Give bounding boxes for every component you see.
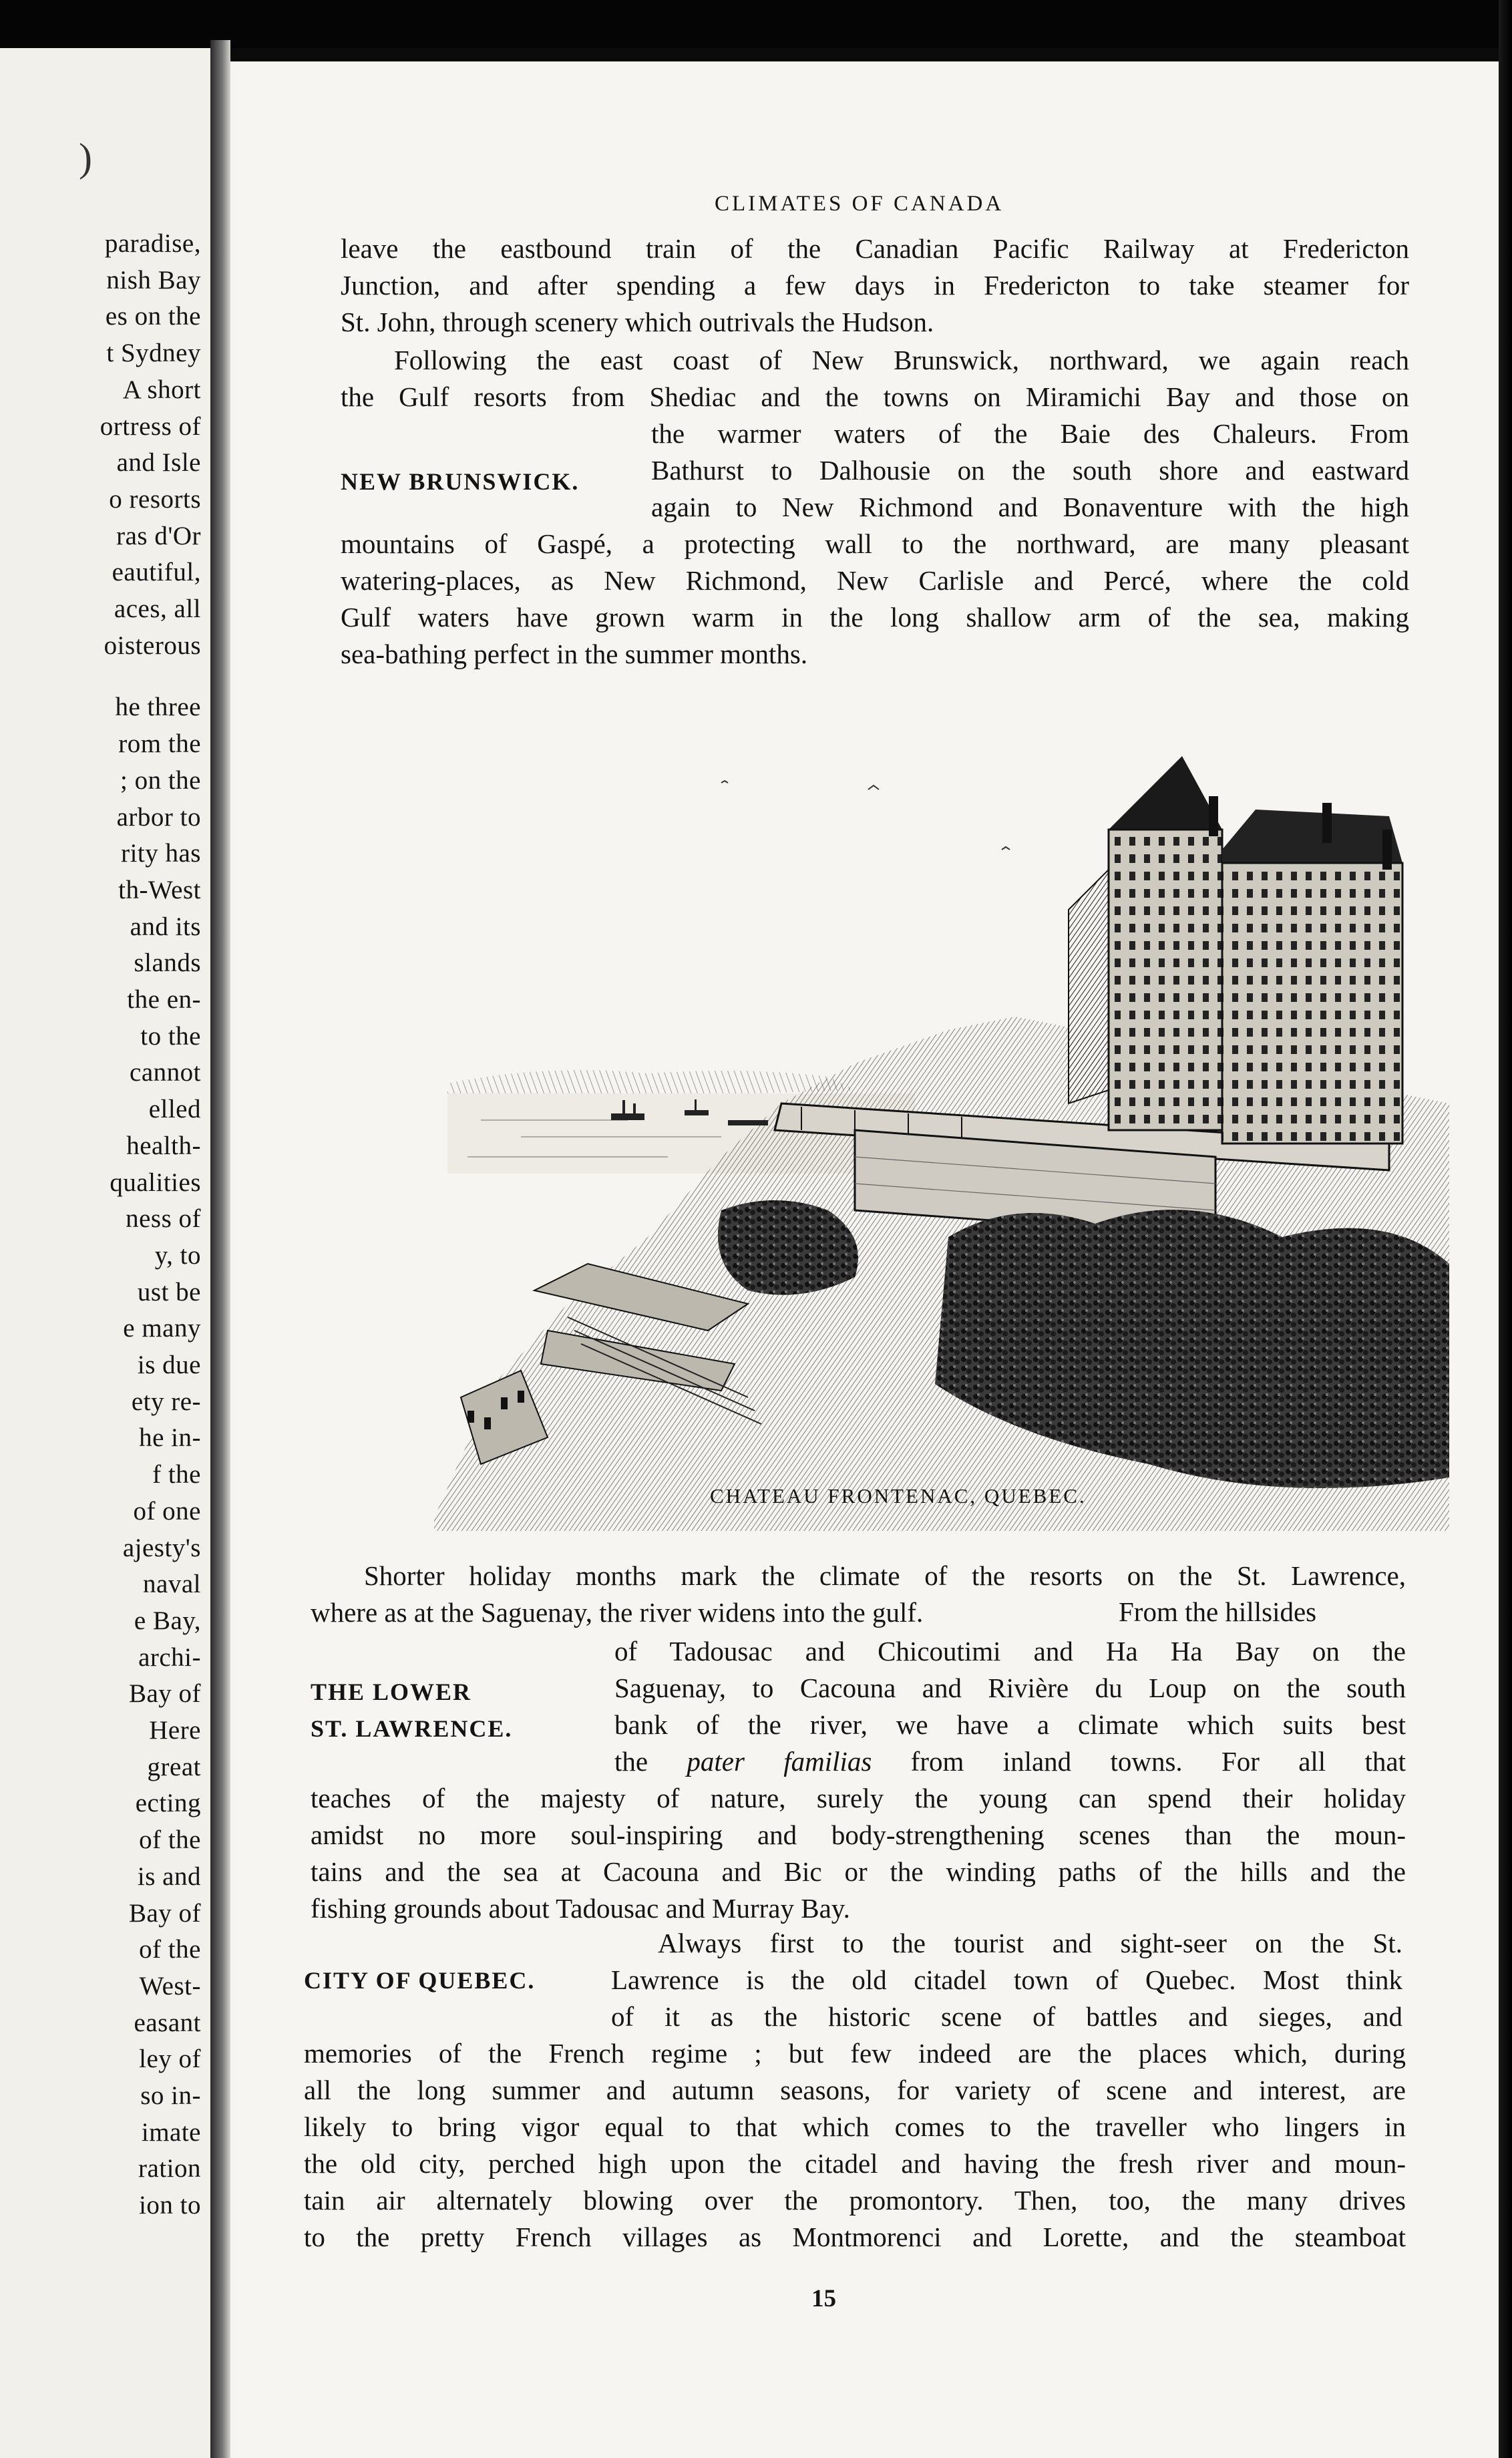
text-line: Junction, and after spending a few days in Fredericton to take steamer for — [341, 270, 1409, 301]
left-page-line: the en- — [127, 985, 201, 1014]
left-page-line: ras d'Or — [116, 521, 201, 550]
book-gutter — [210, 40, 230, 2458]
left-page-line: of the — [139, 1935, 201, 1964]
left-page-line: is and — [137, 1862, 201, 1891]
paragraph-1 — [341, 230, 1409, 341]
text-line: the Gulf resorts from Shediac and the towns on Miramichi Bay and those on — [341, 381, 1409, 412]
text-line: bank of the river, we have a climate which suits best — [614, 1709, 1406, 1740]
left-page-line: slands — [134, 948, 201, 978]
left-page-line: e Bay, — [134, 1606, 201, 1635]
paragraph-2-head — [341, 342, 1409, 415]
left-page-line: he in- — [139, 1423, 201, 1453]
text-line: mountains of Gaspé, a protecting wall to the northward, are many pleasant — [341, 528, 1409, 559]
left-page-line: and its — [130, 912, 201, 941]
running-head: CLIMATES OF CANADA — [715, 192, 1004, 216]
paragraph-3-indent — [614, 1633, 1406, 1780]
left-page-line: ration — [138, 2154, 201, 2183]
left-page-line: y, to — [154, 1240, 201, 1270]
paragraph-3-rest — [311, 1780, 1406, 1927]
left-page-line: so in- — [140, 2081, 201, 2110]
text-line: Always first to the tourist and sight-seer on the St. — [658, 1928, 1402, 1958]
text-line: Shorter holiday months mark the climate of the resorts on the St. Lawrence, — [364, 1560, 1406, 1591]
left-page-line: Bay of — [128, 1679, 201, 1709]
left-page-line: ion to — [139, 2191, 201, 2220]
left-page-line: health- — [126, 1131, 201, 1160]
text-line: leave the eastbound train of the Canadian Pacific Railway at Fredericton — [341, 233, 1409, 264]
left-page-line: A short — [122, 375, 201, 404]
left-page-line: great — [147, 1752, 201, 1781]
text-line: of Tadousac and Chicoutimi and Ha Ha Bay on the — [614, 1636, 1406, 1666]
text-line: Saguenay, to Cacouna and Rivière du Loup on the south — [614, 1673, 1406, 1703]
text-line: the pater familias from inland towns. For all that — [614, 1746, 1406, 1777]
left-page-line: es on the — [105, 302, 201, 331]
ink-mark: ) — [79, 136, 92, 180]
italic-phrase: pater familias — [687, 1746, 872, 1777]
text-line: fishing grounds about Tadousac and Murray Bay. — [311, 1893, 850, 1924]
left-page-line: of one — [133, 1496, 201, 1526]
left-page-line: to the — [140, 1021, 201, 1051]
paragraph-4-rest — [304, 2035, 1406, 2256]
text-fragment: From the hillsides — [1119, 1596, 1317, 1627]
left-page-line: Here — [149, 1716, 201, 1745]
left-page-line: o resorts — [109, 484, 201, 514]
paragraph-2-indent — [651, 415, 1409, 526]
text-line: amidst no more soul-inspiring and body-strengthening scenes than the moun- — [311, 1819, 1406, 1850]
left-page-line: ; on the — [120, 765, 201, 795]
left-page-line: ley of — [139, 2045, 201, 2074]
left-page-line: aces, all — [114, 594, 201, 623]
left-page-line: ecting — [135, 1789, 201, 1818]
left-page-line: he three — [115, 693, 201, 722]
left-page-line: elled — [148, 1095, 201, 1124]
left-page-line: easant — [134, 2008, 201, 2037]
text-line: of it as the historic scene of battles and sieges, and — [611, 2001, 1402, 2032]
sidehead-st-lawrence: ST. LAWRENCE. — [311, 1715, 513, 1742]
left-page-line: of the — [139, 1825, 201, 1855]
left-page-line: Bay of — [128, 1898, 201, 1928]
sidehead-lower: THE LOWER — [311, 1679, 472, 1705]
left-page-line: naval — [143, 1570, 201, 1599]
text-line: the old city, perched high upon the citadel and having the fresh river and moun- — [304, 2148, 1406, 2179]
left-page-line: th-West — [118, 875, 201, 904]
text-line: where as at the Saguenay, the river widens into the gulf. — [311, 1597, 924, 1628]
text-line: memories of the French regime ; but few indeed are the places which, during — [304, 2038, 1406, 2069]
chateau-frontenac-engraving — [347, 729, 1449, 1531]
paragraph-2-rest — [341, 526, 1409, 673]
illustration-caption: CHATEAU FRONTENAC, QUEBEC. — [710, 1484, 1087, 1508]
text-line: watering-places, as New Richmond, New Carlisle and Percé, where the cold — [341, 565, 1409, 596]
text-line: Following the east coast of New Brunswick, northward, we again reach — [394, 345, 1409, 375]
left-page-line: e many — [123, 1314, 201, 1343]
text-line: tain air alternately blowing over the promontory. Then, too, the many drives — [304, 2185, 1406, 2216]
text-line: St. John, through scenery which outrivals the Hudson. — [341, 307, 934, 337]
left-page-line: is due — [137, 1351, 201, 1379]
left-page-line: qualities — [110, 1168, 201, 1197]
left-page-line: cannot — [130, 1058, 201, 1087]
left-page-line: nish Bay — [106, 265, 201, 295]
text-line: the warmer waters of the Baie des Chaleurs. From — [651, 418, 1409, 449]
text-line: all the long summer and autumn seasons, for variety of scene and interest, are — [304, 2075, 1406, 2105]
text-line: Lawrence is the old citadel town of Quebec. Most think — [611, 1964, 1402, 1995]
text-line: Gulf waters have grown warm in the long shallow arm of the sea, making — [341, 602, 1409, 633]
left-page-line: rity has — [121, 839, 201, 868]
text-line: teaches of the majesty of nature, surely the young can spend their holiday — [311, 1783, 1406, 1813]
page-number: 15 — [811, 2285, 836, 2312]
left-page-line: ness of — [126, 1204, 201, 1234]
left-page-line: imate — [141, 2117, 201, 2147]
left-page-line: eautiful, — [112, 558, 201, 587]
left-page-line: ajesty's — [122, 1533, 201, 1562]
text-line: tains and the sea at Cacouna and Bic or the winding paths of the hills and the — [311, 1856, 1406, 1887]
sidehead-new-brunswick: NEW BRUNSWICK. — [341, 468, 580, 495]
left-page-line: f the — [152, 1460, 201, 1489]
left-page-line: arbor to — [116, 802, 201, 832]
left-page-line: and Isle — [116, 448, 201, 478]
left-page-line: ety re- — [131, 1387, 201, 1416]
scan-border-right — [1499, 0, 1512, 2458]
left-page-line: ust be — [137, 1277, 201, 1306]
left-page-line: paradise, — [104, 229, 201, 258]
left-page-line: archi- — [138, 1642, 201, 1672]
left-page-line: ortress of — [100, 411, 201, 441]
left-page-line: t Sydney — [106, 339, 201, 368]
paragraph-4-indent — [611, 1925, 1402, 2035]
text-line: sea-bathing perfect in the summer months. — [341, 639, 808, 669]
text-line: likely to bring vigor equal to that which comes to the traveller who lingers in — [304, 2111, 1406, 2142]
left-facing-page — [0, 48, 210, 2458]
left-page-line: rom the — [118, 729, 201, 759]
text-line: again to New Richmond and Bonaventure with the high — [651, 492, 1409, 522]
right-page — [230, 61, 1512, 2458]
sidehead-city-of-quebec: CITY OF QUEBEC. — [304, 1967, 536, 1994]
left-page-line: oisterous — [104, 631, 201, 660]
text-line: Bathurst to Dalhousie on the south shore and eastward — [651, 455, 1409, 486]
left-page-line: West- — [139, 1971, 201, 2000]
text-line: to the pretty French villages as Montmorenci and Lorette, and the steamboat — [304, 2222, 1406, 2252]
